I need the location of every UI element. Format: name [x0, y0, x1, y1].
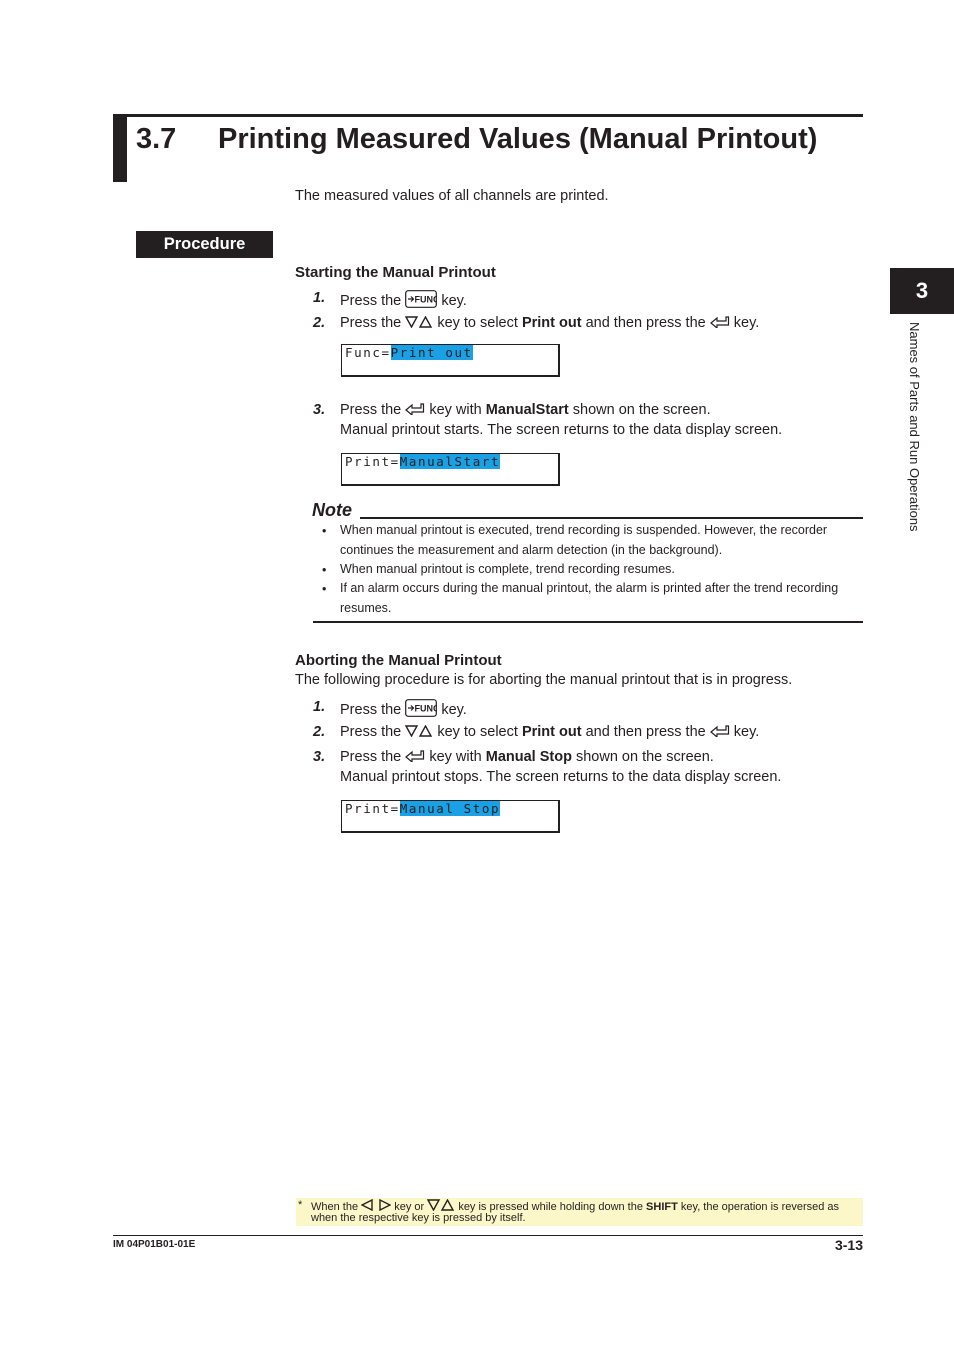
down-up-arrow-keys-icon	[427, 1199, 455, 1211]
abort-step-1-number: 1.	[313, 699, 326, 715]
chapter-tab-label: Names of Parts and Run Operations	[907, 322, 922, 532]
enter-key-icon	[405, 750, 425, 762]
aborting-heading: Aborting the Manual Printout	[295, 652, 502, 669]
starting-heading: Starting the Manual Printout	[295, 264, 496, 281]
intro-text: The measured values of all channels are printed.	[295, 188, 609, 204]
start-step-2-text: Press the key to select Print out and then press the key.	[340, 315, 760, 331]
note-bullet: •	[322, 524, 327, 538]
lcd-display-func: Func=Print out	[341, 344, 560, 377]
lcd-highlight: ManualStart	[399, 454, 501, 469]
footnote-marker: *	[298, 1199, 303, 1211]
note-title: Note	[312, 500, 352, 520]
abort-step-3-text: Press the key with Manual Stop shown on the screen.	[340, 749, 714, 765]
func-key-icon	[405, 290, 437, 308]
func-key-icon	[405, 699, 437, 717]
lcd-highlight: Print out	[390, 345, 473, 360]
left-right-arrow-keys-icon	[361, 1199, 391, 1211]
footnote-line-2: when the respective key is pressed by itself.	[311, 1212, 526, 1224]
header-rule	[113, 114, 863, 117]
abort-step-1-text: Press the key.	[340, 699, 467, 718]
abort-step-2-text: Press the key to select Print out and then press the key.	[340, 724, 760, 740]
procedure-label: Procedure	[136, 231, 273, 258]
abort-step-2-number: 2.	[313, 724, 326, 740]
note-item-3: If an alarm occurs during the manual printout, the alarm is printed after the trend recording resumes.	[340, 581, 839, 615]
footnote-line-1: When the key or key is pressed while holding down the SHIFT key, the operation is reversed as	[311, 1201, 840, 1213]
lcd-display-print-stop: Print=Manual Stop	[341, 800, 560, 833]
start-step-3-result: Manual printout starts. The screen returns to the data display screen.	[340, 422, 783, 438]
enter-key-icon	[710, 316, 730, 328]
abort-step-3-number: 3.	[313, 749, 326, 765]
note-item-2: When manual printout is complete, trend recording resumes.	[340, 562, 675, 576]
start-step-1-number: 1.	[313, 290, 326, 306]
note-bullet: •	[322, 582, 327, 596]
down-up-arrow-keys-icon	[405, 316, 433, 328]
note-bottom-rule	[313, 621, 863, 623]
section-number: 3.7	[136, 123, 177, 155]
page-number: 3-13	[834, 1237, 863, 1253]
lcd-display-print-start: Print=ManualStart	[341, 453, 560, 486]
section-title: Printing Measured Values (Manual Printout)	[218, 123, 818, 155]
footer-rule	[113, 1235, 863, 1236]
note-top-rule	[360, 517, 863, 519]
abort-step-3-result: Manual printout stops. The screen returns to the data display screen.	[340, 769, 782, 785]
aborting-intro: The following procedure is for aborting the manual printout that is in progress.	[295, 672, 793, 688]
chapter-tab: 3	[890, 268, 954, 314]
start-step-3-number: 3.	[313, 402, 326, 418]
enter-key-icon	[710, 725, 730, 737]
document-id: IM 04P01B01-01E	[113, 1239, 196, 1250]
enter-key-icon	[405, 403, 425, 415]
down-up-arrow-keys-icon	[405, 725, 433, 737]
start-step-3-text: Press the key with ManualStart shown on the screen.	[340, 402, 711, 418]
header-bar	[113, 114, 127, 182]
start-step-1-text: Press the key.	[340, 290, 467, 309]
note-item-1: When manual printout is executed, trend recording is suspended. However, the recorder continues the measurement and alarm detection (in the background).	[340, 523, 828, 557]
start-step-2-number: 2.	[313, 315, 326, 331]
lcd-highlight: Manual Stop	[399, 801, 501, 816]
note-bullet: •	[322, 563, 327, 577]
